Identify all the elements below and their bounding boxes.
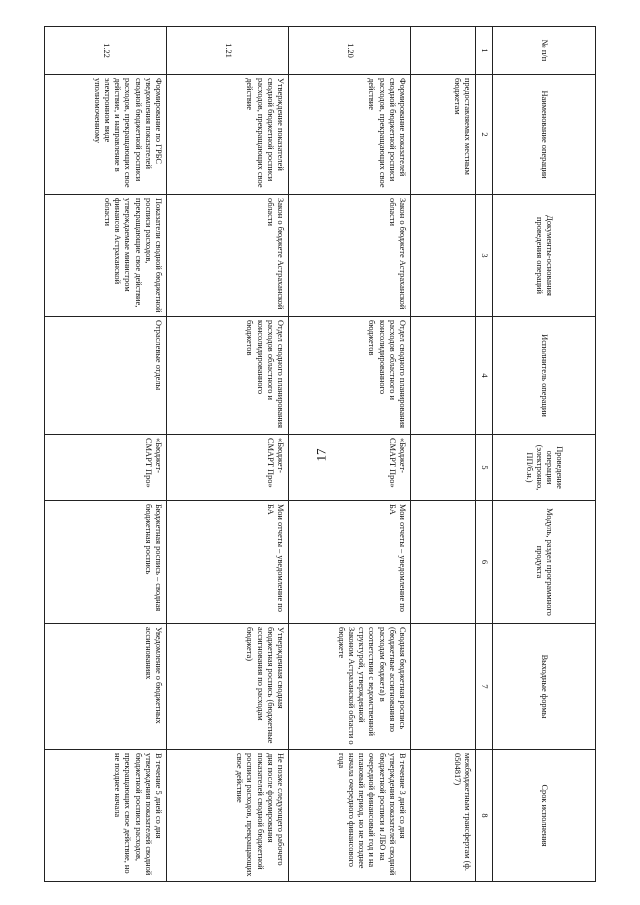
column-number: 7 xyxy=(476,624,493,750)
operation-docs: Закон о бюджете Астраханской области xyxy=(167,195,289,317)
operation-deadline: межбюджетным трансфертам (ф. 0504817) xyxy=(411,750,476,882)
header-num: № п/п xyxy=(493,27,596,75)
column-number: 6 xyxy=(476,501,493,624)
rotated-page xyxy=(48,26,596,881)
operation-deadline: В течение 5 дней со дня утверждения показателей сводной бюджетной росписи расходов, прекращающих свое действие, но не позднее начала xyxy=(45,750,167,882)
operation-mode xyxy=(411,435,476,501)
header-executor: Исполнитель операции xyxy=(493,317,596,435)
operation-name: Утверждение показателей сводной бюджетной росписи расходов, прекращающих свое действие xyxy=(167,75,289,195)
operation-module: Мои отчеты – уведомление по БА xyxy=(289,501,411,624)
operation-executor: Отраслевые отделы xyxy=(45,317,167,435)
operation-module: Бюджетная роспись – сводная бюджетная роспись xyxy=(45,501,167,624)
operation-executor: Отдел сводного планирования расходов областного и консолидированного бюджетов xyxy=(289,317,411,435)
operation-name: Формирование по ГРБС уведомления показателей сводной бюджетной росписи расходов, прекращающих свое действие, и направление в электронном виде уполномоченному xyxy=(45,75,167,195)
table-row xyxy=(45,27,167,882)
operation-deadline: Не позже следующего рабочего дня после формирования показателей сводной бюджетной росписи расходов, прекращающих свое действие xyxy=(167,750,289,882)
operations-table xyxy=(44,26,596,882)
operation-executor: Отдел сводного планирования расходов областного и консолидированного бюджетов xyxy=(167,317,289,435)
operation-mode: «Бюджет-СМАРТ Про» xyxy=(167,435,289,501)
row-number: 1.22 xyxy=(45,27,167,75)
operation-output xyxy=(411,624,476,750)
column-number: 1 xyxy=(476,27,493,75)
row-number xyxy=(411,27,476,75)
operation-module xyxy=(411,501,476,624)
page-number: 17 xyxy=(313,448,329,462)
table-row xyxy=(411,27,476,882)
header-name: Наименование операции xyxy=(493,75,596,195)
operation-deadline: В течение 3 дней со дня утверждения показателей сводной бюджетной росписи и ЛБО на очередной финансовый год и на плановый период, но не позднее начала очередного финансового года xyxy=(289,750,411,882)
operation-name: предоставляемых местным бюджетам xyxy=(411,75,476,195)
header-mode: Проведение операции (электронно, ПП/б.н.) xyxy=(493,435,596,501)
operation-docs: Закон о бюджете Астраханской области xyxy=(289,195,411,317)
header-row xyxy=(493,27,596,882)
table-row xyxy=(289,27,411,882)
operation-output: Уведомление о бюджетных ассигнованиях xyxy=(45,624,167,750)
column-number: 5 xyxy=(476,435,493,501)
header-docs: Документы-основания проведения операций xyxy=(493,195,596,317)
header-output: Выходные формы xyxy=(493,624,596,750)
column-number: 4 xyxy=(476,317,493,435)
column-number: 2 xyxy=(476,75,493,195)
table-row xyxy=(167,27,289,882)
operation-output: Сводная бюджетная роспись (бюджетные ассигнования по расходам бюджета) в соответствии с ведомственной структурой, утвержденной Законом Астраханской области о бюджете xyxy=(289,624,411,750)
operation-executor xyxy=(411,317,476,435)
operation-docs xyxy=(411,195,476,317)
row-number: 1.20 xyxy=(289,27,411,75)
column-number-row xyxy=(476,27,493,882)
operation-module: Мои отчеты – уведомление по БА xyxy=(167,501,289,624)
operation-name: Формирование показателей сводной бюджетной росписи расходов, прекращающих свое действие xyxy=(289,75,411,195)
row-number: 1.21 xyxy=(167,27,289,75)
operation-output: Утвержденная сводная бюджетная роспись (бюджетные ассигнования по расходам бюджета) xyxy=(167,624,289,750)
operation-docs: Показатели сводной бюджетной росписи расходов, прекращающие свое действие, утверждаемые министром финансов Астраханской области xyxy=(45,195,167,317)
column-number: 3 xyxy=(476,195,493,317)
operation-mode: «Бюджет-СМАРТ Про» xyxy=(45,435,167,501)
operation-mode: «Бюджет-СМАРТ Про» xyxy=(289,435,411,501)
column-number: 8 xyxy=(476,750,493,882)
header-module: Модуль, раздел программного продукта xyxy=(493,501,596,624)
header-deadline: Срок исполнения xyxy=(493,750,596,882)
